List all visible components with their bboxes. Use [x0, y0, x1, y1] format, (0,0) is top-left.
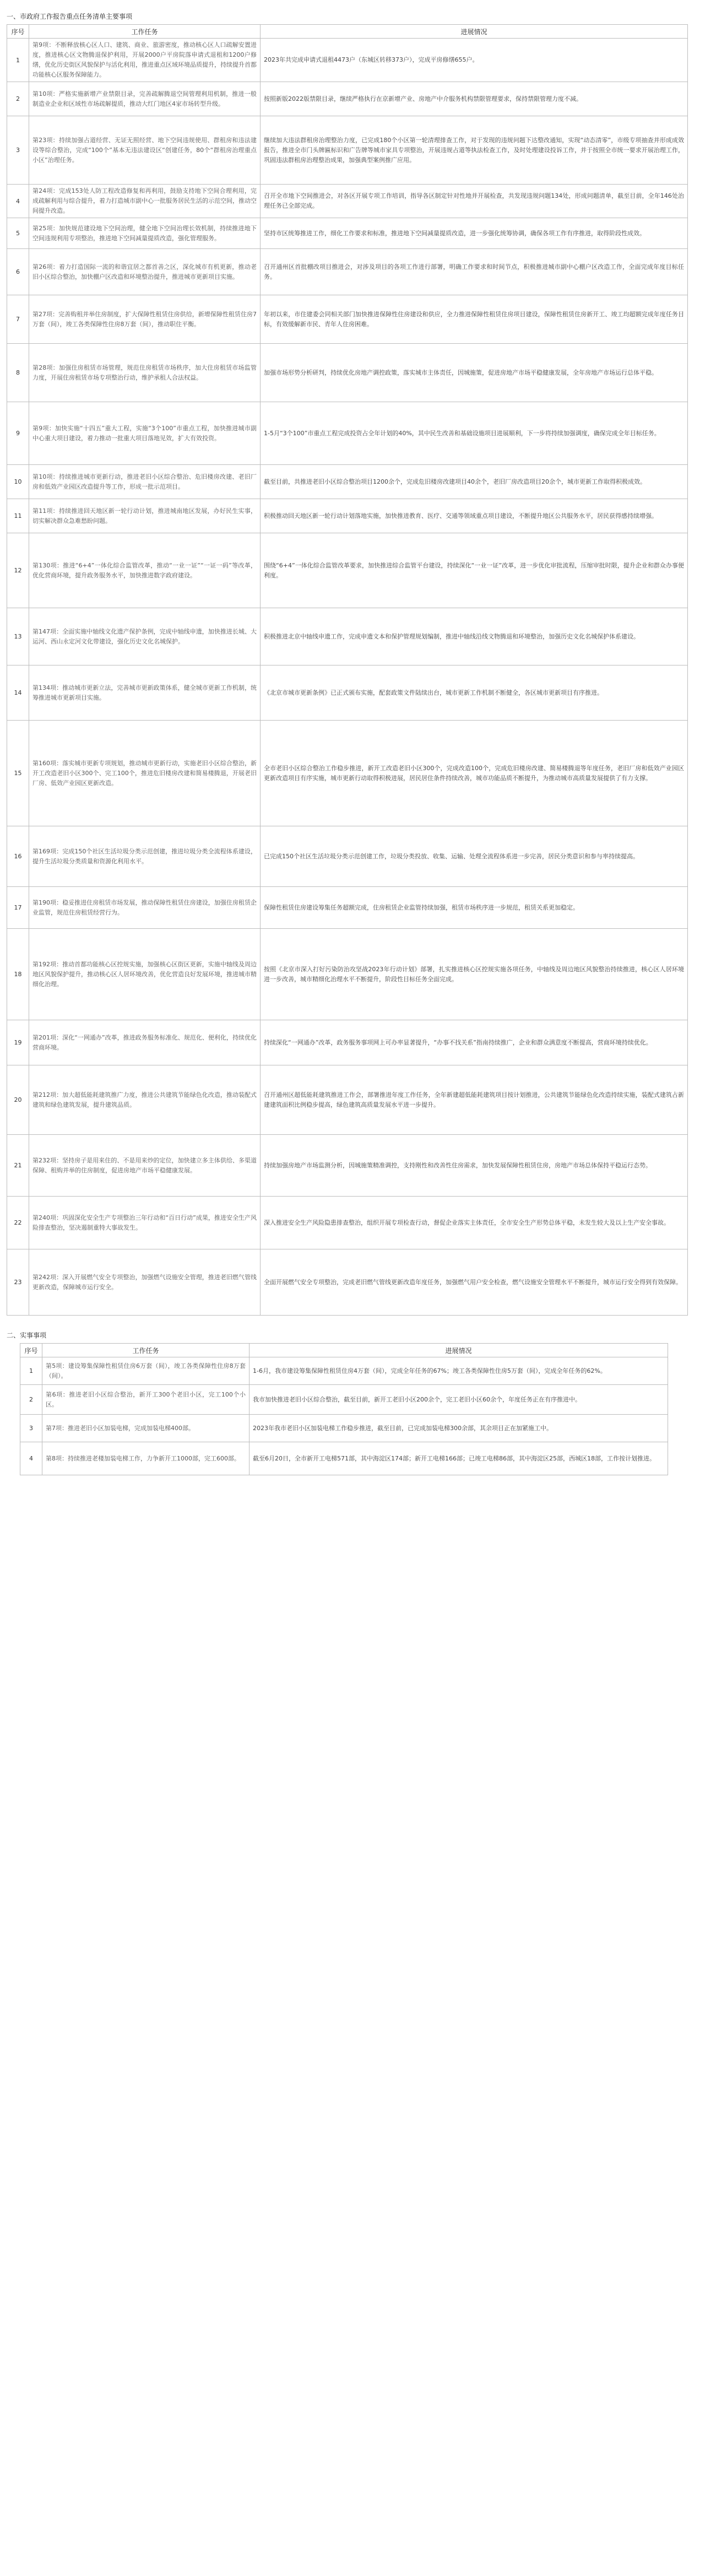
practical-matters-table	[20, 1343, 668, 1475]
table-row	[20, 1415, 668, 1442]
task-cell: 第6项：推进老旧小区综合整治，新开工300个老旧小区，完工100个小区。	[42, 1385, 250, 1415]
row-number: 13	[7, 608, 29, 665]
row-number: 2	[20, 1385, 42, 1415]
table-row	[7, 82, 688, 116]
progress-cell: 1-5月“3个100”市重点工程完成投资占全年计划的40%，其中民生改善和基础设施项目进展顺利，下一步将持续加强调度，确保完成全年目标任务。	[261, 402, 688, 465]
row-number: 9	[7, 402, 29, 465]
task-cell: 第190项：稳妥推进住房租赁市场发展，推动保障性租赁住房建设，加强住房租赁企业监管，规范住房租赁经营行为。	[29, 887, 261, 929]
progress-cell: 截至6月20日，全市新开工电梯571部，其中海淀区174部；新开工电梯166部；已竣工电梯86部，其中海淀区25部，西城区18部，工作按计划推进。	[250, 1442, 668, 1475]
task-cell: 第201项：深化“一网通办”改革，推进政务服务标准化、规范化、便利化，持续优化营商环境。	[29, 1020, 261, 1065]
table-row	[7, 826, 688, 887]
table-row	[7, 249, 688, 295]
table-row	[7, 608, 688, 665]
progress-cell: 《北京市城市更新条例》已正式颁布实施，配套政策文件陆续出台，城市更新工作机制不断健全，各区城市更新项目有序推进。	[261, 665, 688, 721]
row-number: 22	[7, 1197, 29, 1249]
task-cell: 第130项：推进“6+4”一体化综合监管改革，推动“一业一证”“一证一码”等改革，优化营商环境，提升政务服务水平，加快推进数字政府建设。	[29, 533, 261, 608]
row-number: 1	[7, 39, 29, 82]
task-cell: 第28项：加强住房租赁市场管理，规范住房租赁市场秩序，加大住房租赁市场监管力度，开展住房租赁市场专项整治行动，维护承租人合法权益。	[29, 344, 261, 402]
column-header-no: 序号	[20, 1344, 42, 1357]
progress-cell: 2023年共完成申请式退租4473户（东城区转移373户），完成平房修缮655户。	[261, 39, 688, 82]
table-row	[7, 465, 688, 499]
row-number: 10	[7, 465, 29, 499]
table-row	[7, 344, 688, 402]
task-cell: 第7项：推进老旧小区加装电梯，完成加装电梯400部。	[42, 1415, 250, 1442]
task-cell: 第5项：建设筹集保障性租赁住房6万套（间），竣工各类保障性住房8万套（间）。	[42, 1357, 250, 1385]
progress-cell: 我市加快推进老旧小区综合整治，截至目前，新开工老旧小区200余个，完工老旧小区60余个，年度任务正在有序推进中。	[250, 1385, 668, 1415]
section-spacer	[4, 1316, 705, 1331]
row-number: 3	[7, 116, 29, 185]
section-heading-key-tasks: 一、市政府工作报告重点任务清单主要事项	[7, 13, 133, 20]
table-row	[7, 929, 688, 1020]
progress-cell: 召开全市地下空间推进会，对各区开展专项工作培训，指导各区制定针对性地并开展检查，共发现违规问题134处，形成问题清单，截至目前，全年146处治理任务已全部完成。	[261, 185, 688, 218]
section-heading-practical-matters: 二、实事事项	[7, 1332, 47, 1339]
row-number: 7	[7, 295, 29, 344]
table-row	[7, 887, 688, 929]
progress-cell: 2023年我市老旧小区加装电梯工作稳步推进，截至目前，已完成加装电梯300余部，其余项目正在加紧施工中。	[250, 1415, 668, 1442]
row-number: 23	[7, 1249, 29, 1316]
progress-cell: 召开通州区首批棚改项目推进会，对涉及项目的各项工作进行部署，明确工作要求和时间节点，积极推进城市副中心棚户区改造工作，全面完成年度目标任务。	[261, 249, 688, 295]
key-tasks-table	[7, 24, 688, 1316]
task-cell: 第27项：完善购租并举住房制度，扩大保障性租赁住房供给，新增保障性租赁住房7万套（间），竣工各类保障性住房8万套（间），推动职住平衡。	[29, 295, 261, 344]
task-cell: 第9项：不断释放核心区人口、建筑、商业、旅游密度，推动核心区人口疏解安置进度，推进核心区文物腾退保护利用，开展2000户平房院落申请式退租和1200户修缮，优化历史街区风貌保护与活化利用，推进重点区域环境品质提升，持续提升首都功能核心区服务保障能力。	[29, 39, 261, 82]
task-cell: 第23项：持续加强占道经营、无证无照经营、地下空间违规使用、群租房和违法建设等综合整治，完成“100个”基本无违法建设区“创建任务，80个“群租房治理重点小区”治理任务。	[29, 116, 261, 185]
progress-cell: 积极推动回天地区新一轮行动计划落地实施，加快推进教育、医疗、交通等领域重点项目建设，不断提升地区公共服务水平，居民获得感持续增强。	[261, 499, 688, 533]
column-header-task: 工作任务	[29, 25, 261, 39]
task-cell: 第8项：持续推进老楼加装电梯工作，力争新开工1000部，完工600部。	[42, 1442, 250, 1475]
column-header-task: 工作任务	[42, 1344, 250, 1357]
row-number: 16	[7, 826, 29, 887]
row-number: 17	[7, 887, 29, 929]
table-row	[20, 1385, 668, 1415]
task-cell: 第24项：完成153处人防工程改造修复和再利用，鼓励支持地下空间合理利用，完成疏解利用与综合提升，着力打造城市副中心一批服务居民生活的示范空间，推动空间提升改造。	[29, 185, 261, 218]
progress-cell: 全面开展燃气安全专项整治，完成老旧燃气管线更新改造年度任务，加强燃气用户安全检查，燃气设施安全管理水平不断提升，城市运行安全得到有效保障。	[261, 1249, 688, 1316]
table-header-row	[7, 25, 688, 39]
table-row	[7, 295, 688, 344]
table-row	[7, 721, 688, 826]
row-number: 12	[7, 533, 29, 608]
task-cell: 第242项：深入开展燃气安全专项整治，加强燃气设施安全管理，推进老旧燃气管线更新改造，保障城市运行安全。	[29, 1249, 261, 1316]
table-header-row	[20, 1344, 668, 1357]
table-row	[7, 1249, 688, 1316]
table-row	[7, 39, 688, 82]
task-cell: 第169项：完成150个社区生活垃圾分类示范创建，推进垃圾分类全流程体系建设，提升生活垃圾分类质量和资源化利用水平。	[29, 826, 261, 887]
row-number: 5	[7, 218, 29, 249]
task-cell: 第160项：落实城市更新专项规划，推动城市更新行动，实施老旧小区综合整治，新开工改造老旧小区300个、完工100个，推进危旧楼房改建和简易楼腾退，开展老旧厂房、低效产业园区更新改造。	[29, 721, 261, 826]
task-cell: 第147项：全面实施中轴线文化遗产保护条例，完成中轴线申遗，加快推进长城、大运河、西山永定河文化带建设，强化历史文化名城保护。	[29, 608, 261, 665]
task-cell: 第134项：推动城市更新立法，完善城市更新政策体系，健全城市更新工作机制，统筹推进城市更新项目实施。	[29, 665, 261, 721]
row-number: 2	[7, 82, 29, 116]
column-header-no: 序号	[7, 25, 29, 39]
row-number: 4	[7, 185, 29, 218]
table-row	[20, 1442, 668, 1475]
row-number: 21	[7, 1135, 29, 1197]
progress-cell: 坚持市区统筹推进工作，细化工作要求和标准，推进地下空间减量提质改造，进一步强化统筹协调，确保各项工作有序推进，取得阶段性成效。	[261, 218, 688, 249]
key-tasks-body	[7, 39, 688, 1316]
task-cell: 第192项：推动首都功能核心区控规实施，加强核心区街区更新，实施中轴线及周边地区风貌保护提升，推动核心区人居环境改善，优化营造良好发展环境，推进城市精细化治理。	[29, 929, 261, 1020]
task-cell: 第212项：加大超低能耗建筑推广力度，推进公共建筑节能绿色化改造，推动装配式建筑和绿色建筑发展，提升建筑品质。	[29, 1065, 261, 1135]
practical-matters-body	[20, 1357, 668, 1475]
progress-cell: 年初以来，市住建委会同相关部门加快推进保障性住房建设和供应，全力推进保障性租赁住房项目建设，保障性租赁住房新开工、竣工均超额完成年度任务目标，有效缓解新市民、青年人住房困难。	[261, 295, 688, 344]
column-header-progress: 进展情况	[261, 25, 688, 39]
progress-cell: 全市老旧小区综合整治工作稳步推进，新开工改造老旧小区300个，完成改造100个，完成危旧楼房改建、简易楼腾退等年度任务，老旧厂房和低效产业园区更新改造项目有序实施，城市更新行动取得积极进展，居民居住条件持续改善，城市功能品质不断提升，为推动城市高质量发展提供了有力支撑。	[261, 721, 688, 826]
column-header-progress: 进展情况	[250, 1344, 668, 1357]
row-number: 4	[20, 1442, 42, 1475]
progress-cell: 继续加大违法群租房治理整治力度，已完成180个小区第一轮清理排查工作，对于发现的违规问题下达整改通知，实现“动态清零”，市级专项抽查并形成成效报告，推进全市门头牌匾标识和广告牌等城市家具专项整治，开展违规占道等执法检查工作，及时处理建设投诉工作，并于按照全市统一要求开展治理工作，巩固违法群租房治理整治成果，加强典型案例推广应用。	[261, 116, 688, 185]
row-number: 19	[7, 1020, 29, 1065]
table-row	[7, 533, 688, 608]
progress-cell: 截至目前，共推进老旧小区综合整治项目1200余个，完成危旧楼房改建项目40余个，老旧厂房改造项目20余个，城市更新工作取得积极成效。	[261, 465, 688, 499]
table-row	[7, 1197, 688, 1249]
row-number: 18	[7, 929, 29, 1020]
progress-cell: 按照《北京市深入打好污染防治攻坚战2023年行动计划》部署，扎实推进核心区控规实施各项任务，中轴线及周边地区风貌整治持续推进，核心区人居环境进一步改善，城市精细化治理水平不断提升，阶段性目标任务全面完成。	[261, 929, 688, 1020]
table-row	[7, 1065, 688, 1135]
row-number: 1	[20, 1357, 42, 1385]
table-row	[7, 402, 688, 465]
row-number: 14	[7, 665, 29, 721]
progress-cell: 加强市场形势分析研判，持续优化房地产调控政策，落实城市主体责任，因城施策，促进房地产市场平稳健康发展，全年房地产市场运行总体平稳。	[261, 344, 688, 402]
task-cell: 第25项：加快规范建设地下空间治理，健全地下空间治理长效机制，持续推进地下空间违规利用专项整治，推进地下空间减量提质改造，强化管理服务。	[29, 218, 261, 249]
progress-cell: 保障性租赁住房建设筹集任务超额完成，住房租赁企业监管持续加强，租赁市场秩序进一步规范，租赁关系更加稳定。	[261, 887, 688, 929]
task-cell: 第240项：巩固深化安全生产专项整治三年行动和“百日行动”成果，推进安全生产风险排查整治，坚决遏制重特大事故发生。	[29, 1197, 261, 1249]
row-number: 20	[7, 1065, 29, 1135]
row-number: 15	[7, 721, 29, 826]
table-row	[7, 1135, 688, 1197]
progress-cell: 围绕“6+4”一体化综合监管改革要求，加快推进综合监管平台建设，持续深化“一业一证”改革，进一步优化审批流程，压缩审批时限，提升企业和群众办事便利度。	[261, 533, 688, 608]
row-number: 8	[7, 344, 29, 402]
row-number: 6	[7, 249, 29, 295]
task-cell: 第10项：严格实施新增产业禁限目录，完善疏解腾退空间管理利用机制，推进一般制造业企业和区域性市场疏解提质，推动大红门地区4家市场转型升级。	[29, 82, 261, 116]
progress-cell: 已完成150个社区生活垃圾分类示范创建工作，垃圾分类投放、收集、运输、处理全流程体系进一步完善，居民分类意识和参与率持续提高。	[261, 826, 688, 887]
task-cell: 第26项：着力打造国际一流的和谐宜居之都首善之区，深化城市有机更新，推动老旧小区综合整治，加快棚户区改造和环境整治提升，推进城市更新项目实施。	[29, 249, 261, 295]
row-number: 11	[7, 499, 29, 533]
progress-cell: 持续深化“一网通办”改革，政务服务事项网上可办率显著提升，“办事不找关系”指南持续推广，企业和群众满意度不断提高，营商环境持续优化。	[261, 1020, 688, 1065]
progress-cell: 积极推进北京中轴线申遗工作，完成申遗文本和保护管理规划编制，推进中轴线沿线文物腾退和环境整治，加强历史文化名城保护体系建设。	[261, 608, 688, 665]
progress-cell: 深入推进安全生产风险隐患排查整治，组织开展专项检查行动，督促企业落实主体责任，全市安全生产形势总体平稳，未发生较大及以上生产安全事故。	[261, 1197, 688, 1249]
progress-cell: 1-6月，我市建设筹集保障性租赁住房4万套（间），完成全年任务的67%；竣工各类保障性住房5万套（间），完成全年任务的62%。	[250, 1357, 668, 1385]
table-row	[7, 116, 688, 185]
task-cell: 第10项：持续推进城市更新行动，推进老旧小区综合整治、危旧楼房改建、老旧厂房和低效产业园区改造提升等工作，形成一批示范项目。	[29, 465, 261, 499]
task-cell: 第11项：持续推进回天地区新一轮行动计划，推进城南地区发展，办好民生实事，切实解决群众急难愁盼问题。	[29, 499, 261, 533]
row-number: 3	[20, 1415, 42, 1442]
table-row	[7, 665, 688, 721]
table-row	[7, 218, 688, 249]
progress-cell: 持续加强房地产市场监测分析，因城施策精准调控，支持刚性和改善性住房需求，加快发展保障性租赁住房，房地产市场总体保持平稳运行态势。	[261, 1135, 688, 1197]
task-cell: 第232项：坚持房子是用来住的、不是用来炒的定位，加快建立多主体供给、多渠道保障、租购并举的住房制度，促进房地产市场平稳健康发展。	[29, 1135, 261, 1197]
table-row	[7, 185, 688, 218]
task-cell: 第9项：加快实施“十四五”重大工程，实施“3个100”市重点工程，加快推进城市副中心重大项目建设，着力推动一批重大项目落地见效，扩大有效投资。	[29, 402, 261, 465]
table-row	[7, 499, 688, 533]
table-row	[20, 1357, 668, 1385]
table-row	[7, 1020, 688, 1065]
progress-cell: 召开通州区超低能耗建筑推进工作会，部署推进年度工作任务，全年新建超低能耗建筑项目按计划推进，公共建筑节能绿色化改造持续实施，装配式建筑占新建建筑面积比例稳步提高，绿色建筑高质量发展水平进一步提升。	[261, 1065, 688, 1135]
progress-cell: 按照新版2022版禁限目录，继续严格执行在京新增产业、房地产中介服务机构禁限管理要求，保持禁限管理力度不减。	[261, 82, 688, 116]
